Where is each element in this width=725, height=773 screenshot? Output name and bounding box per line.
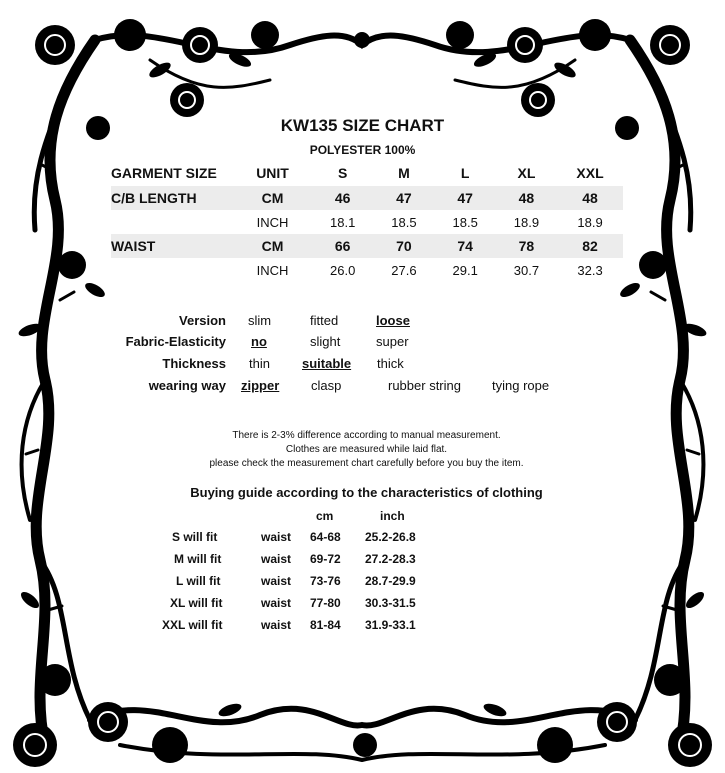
option: fitted (310, 313, 339, 328)
option: thin (249, 356, 270, 371)
cell: 18.9 (513, 214, 540, 230)
guide-part: waist (261, 596, 292, 610)
cell: 26.0 (330, 262, 356, 278)
table-row (111, 258, 623, 282)
note-line: Clothes are measured while laid flat. (285, 444, 448, 455)
option-selected: loose (376, 313, 410, 328)
header-size-xxl: XXL (576, 165, 604, 181)
guide-size: M will fit (174, 552, 222, 566)
cell: 29.1 (452, 262, 478, 278)
guide-size: XL will fit (170, 596, 223, 610)
header-size-m: M (398, 165, 410, 181)
cell: 47 (435, 186, 496, 210)
option: rubber string (388, 378, 461, 393)
guide-part: waist (261, 552, 292, 566)
material-label: POLYESTER 100% (309, 143, 416, 157)
cell: 70 (373, 234, 434, 258)
row-unit: INCH (256, 214, 289, 230)
guide-inch: 28.7-29.9 (365, 574, 416, 588)
cell: 18.9 (577, 214, 603, 230)
row-unit: CM (233, 186, 312, 210)
attr-label-thickness: Thickness (162, 356, 226, 371)
cell: 78 (496, 234, 557, 258)
row-label (111, 210, 233, 234)
cell: 74 (435, 234, 496, 258)
guide-size: XXL will fit (162, 618, 223, 632)
cell: 18.5 (452, 214, 478, 230)
guide-cm: 64-68 (310, 530, 341, 544)
row-label: C/B LENGTH (111, 186, 233, 210)
table-row (111, 234, 623, 258)
option-selected: zipper (241, 378, 280, 393)
header-size-l: L (460, 165, 470, 181)
option: tying rope (492, 378, 550, 393)
cell: 82 (557, 234, 623, 258)
cell: 47 (373, 186, 434, 210)
guide-cm: 69-72 (310, 552, 341, 566)
option: clasp (311, 378, 342, 393)
option-selected: no (251, 334, 267, 349)
cell: 48 (496, 186, 557, 210)
attr-label-fabric-elasticity: Fabric-Elasticity (125, 334, 226, 349)
guide-part: waist (261, 618, 292, 632)
guide-part: waist (261, 574, 292, 588)
table-row (111, 186, 623, 210)
cell: 18.5 (391, 214, 417, 230)
option-selected: suitable (302, 356, 352, 371)
guide-size: L will fit (176, 574, 221, 588)
header-garment-size: GARMENT SIZE (111, 165, 217, 181)
cell: 46 (312, 186, 373, 210)
page-title: KW135 SIZE CHART (280, 116, 445, 135)
header-size-xl: XL (517, 165, 536, 181)
cell: 27.6 (391, 262, 417, 278)
table-row (111, 210, 623, 234)
row-label (111, 258, 233, 282)
option: slim (248, 313, 272, 328)
guide-inch: 25.2-26.8 (365, 530, 416, 544)
header-unit: UNIT (256, 165, 289, 181)
guide-inch: 31.9-33.1 (365, 618, 416, 632)
attr-label-version: Version (179, 313, 226, 328)
size-table (111, 160, 623, 282)
row-unit: INCH (256, 262, 289, 278)
cell: 48 (557, 186, 623, 210)
note-line: There is 2-3% difference according to manual measurement. (232, 430, 501, 441)
guide-cm: 77-80 (310, 596, 341, 610)
attr-label-wearing-way: wearing way (148, 378, 226, 393)
row-label: WAIST (111, 234, 233, 258)
guide-cm: 73-76 (310, 574, 341, 588)
guide-cm: 81-84 (310, 618, 341, 632)
guide-size: S will fit (172, 530, 218, 544)
option: thick (377, 356, 404, 371)
cell: 32.3 (577, 262, 603, 278)
cell: 18.1 (330, 214, 356, 230)
buying-guide-title: Buying guide according to the characteristics of clothing (190, 485, 543, 500)
option: super (376, 334, 409, 349)
guide-col-cm: cm (316, 509, 334, 523)
cell: 66 (312, 234, 373, 258)
guide-inch: 27.2-28.3 (365, 552, 416, 566)
guide-part: waist (261, 530, 292, 544)
cell: 30.7 (513, 262, 540, 278)
guide-col-inch: inch (380, 509, 405, 523)
row-unit: CM (233, 234, 312, 258)
guide-inch: 30.3-31.5 (365, 596, 416, 610)
header-size-s: S (338, 165, 348, 181)
option: slight (310, 334, 341, 349)
table-header-row (111, 160, 623, 186)
note-line: please check the measurement chart carefully before you buy the item. (209, 458, 524, 469)
